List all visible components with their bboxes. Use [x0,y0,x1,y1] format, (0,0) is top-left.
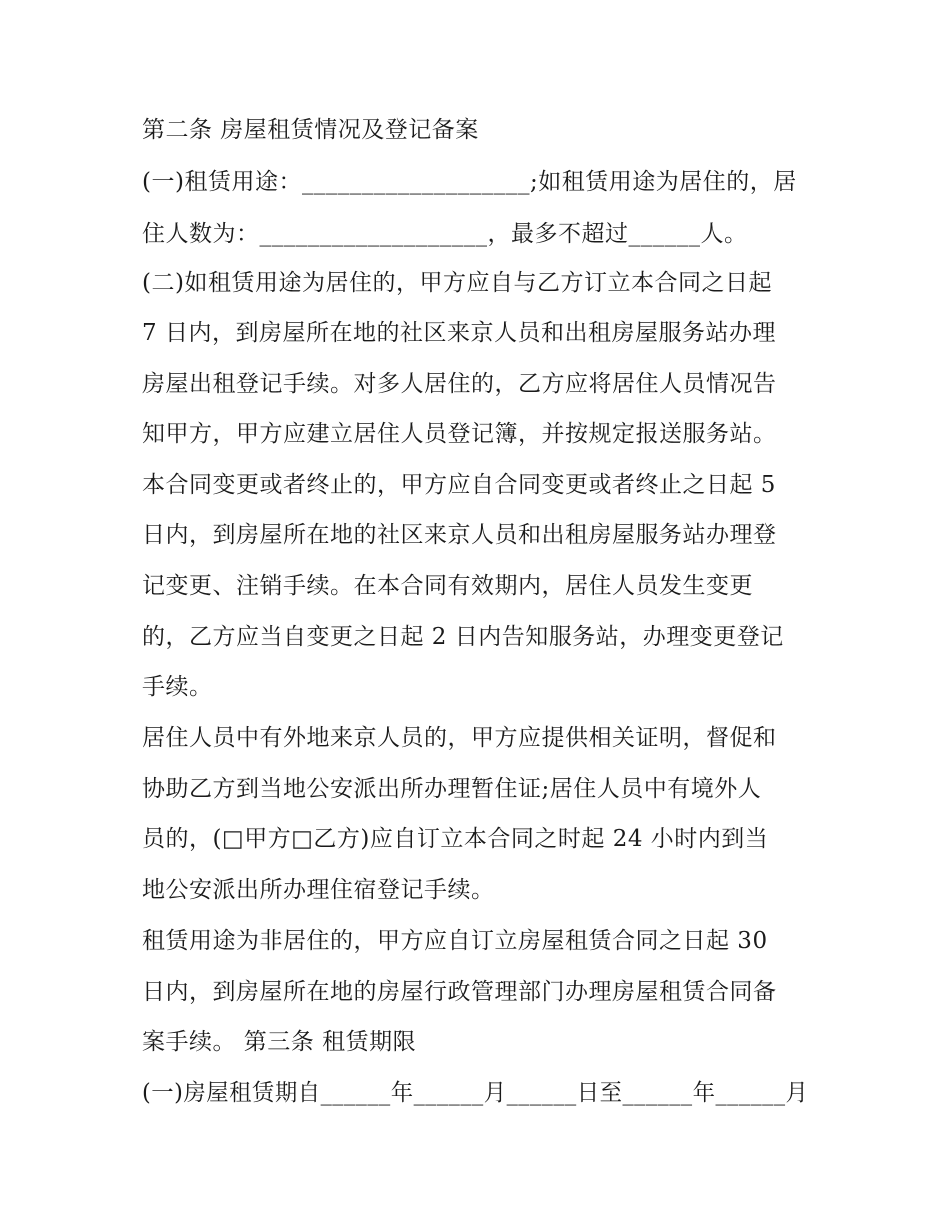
paragraph-line: 7 日内，到房屋所在地的社区来京人员和出租房屋服务站办理 [142,320,776,346]
paragraph-line: 的，乙方应当自变更之日起 2 日内告知服务站，办理变更登记 [142,624,784,650]
paragraph-line: 协助乙方到当地公安派出所办理暂住证;居住人员中有境外人 [142,776,762,802]
paragraph-line: 本合同变更或者终止的，甲方应自合同变更或者终止之日起 5 [142,472,776,498]
paragraph-line: 员的，(□甲方□乙方)应自订立本合同之时起 24 小时内到当 [142,826,769,852]
paragraph-line: (二)如租赁用途为居住的，甲方应自与乙方订立本合同之日起 [142,270,772,296]
paragraph-line: 租赁用途为非居住的，甲方应自订立房屋租赁合同之日起 30 [142,928,768,954]
paragraph-line: 地公安派出所办理住宿登记手续。 [142,877,495,903]
paragraph-line: 手续。 [142,674,213,700]
paragraph-line: 居住人员中有外地来京人员的，甲方应提供相关证明，督促和 [142,725,777,751]
paragraph-line: (一)房屋租赁期自______年______月______日至______年______月 [142,1080,809,1106]
paragraph-line: 日内，到房屋所在地的房屋行政管理部门办理房屋租赁合同备 [142,979,777,1005]
paragraph-line: 日内，到房屋所在地的社区来京人员和出租房屋服务站办理登 [142,522,777,548]
paragraph-line: 记变更、注销手续。在本合同有效期内，居住人员发生变更 [142,573,753,599]
paragraph-line: 房屋出租登记手续。对多人居住的，乙方应将居住人员情况告 [142,371,777,397]
paragraph-line: 案手续。 第三条 租赁期限 [142,1029,417,1055]
section-heading: 第二条 房屋租赁情况及登记备案 [142,117,479,143]
paragraph-line: 住人数为：___________________，最多不超过______人。 [142,221,748,247]
paragraph-line: 知甲方，甲方应建立居住人员登记簿，并按规定报送服务站。 [142,421,777,447]
paragraph-line: (一)租赁用途：___________________;如租赁用途为居住的，居 [142,169,797,195]
